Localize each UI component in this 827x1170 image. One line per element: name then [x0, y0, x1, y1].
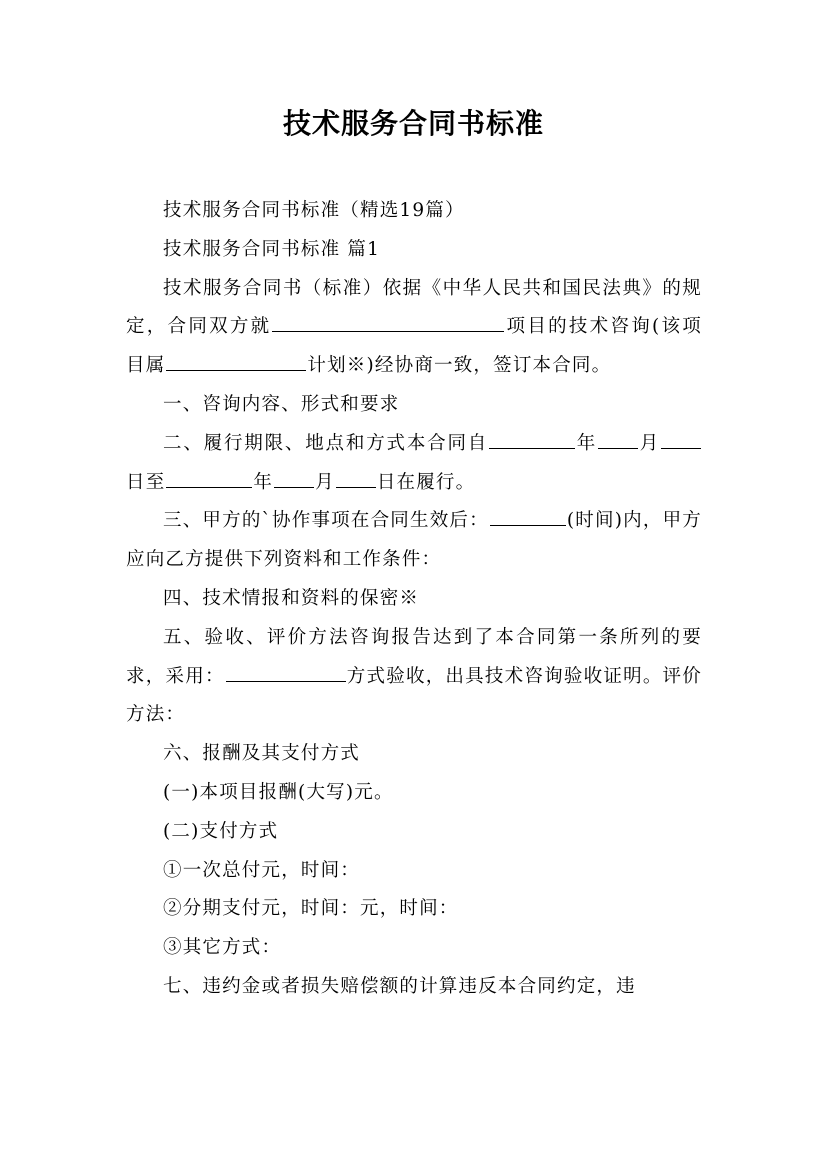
- paragraph-subtitle: 技术服务合同书标准（精选19篇）: [163, 200, 465, 221]
- paragraph-clause-6-1: (一)本项目报酬(大写)元。: [163, 781, 394, 803]
- document-body: [126, 192, 702, 1007]
- blank-acceptance-method: [226, 662, 346, 682]
- blank-start-year: [489, 429, 575, 449]
- blank-plan-name: [166, 352, 306, 372]
- intro-text-2: 项目的技术咨询(该项目属: [126, 316, 702, 377]
- clause-3-text-2: (时间)内，甲方应向乙方提供下列资料和工作条件：: [126, 510, 702, 571]
- paragraph-clause-1: 一、咨询内容、形式和要求: [163, 393, 400, 415]
- paragraph-payment-option-1: ①一次总付元，时间：: [163, 859, 361, 881]
- blank-start-day: [661, 429, 701, 449]
- paragraph-section-heading: 技术服务合同书标准 篇1: [163, 238, 381, 260]
- clause-2-month-1: 月: [639, 432, 661, 454]
- paragraph-intro: [126, 270, 702, 386]
- clause-2-text-end: 日在履行。: [376, 471, 476, 493]
- paragraph-clause-3: [126, 502, 702, 580]
- paragraph-clause-2: [126, 425, 702, 503]
- blank-time: [490, 507, 566, 527]
- blank-end-month: [274, 468, 314, 488]
- paragraph-payment-option-2: ②分期支付元，时间：元，时间：: [163, 898, 459, 920]
- blank-end-year: [166, 468, 252, 488]
- clause-2-year-2: 年: [253, 471, 274, 493]
- clause-2-year-1: 年: [576, 432, 598, 454]
- clause-2-text-1: 二、履行期限、地点和方式本合同自: [163, 432, 489, 454]
- clause-5-text-2: 方式验收，出具技术咨询验收证明。评价方法：: [126, 665, 702, 726]
- clause-2-month-2: 月: [315, 471, 335, 493]
- clause-5-text-1: 五、验收、评价方法咨询报告达到了本合同第一条所列的要求，采用：: [126, 626, 702, 687]
- paragraph-clause-4: 四、技术情报和资料的保密※: [163, 587, 420, 609]
- document-title: 技术服务合同书标准: [282, 107, 544, 140]
- intro-text-1: 技术服务合同书（标准）依据《中华人民共和国民法典》的规定，合同双方就: [126, 277, 702, 338]
- paragraph-clause-6: 六、报酬及其支付方式: [163, 743, 361, 765]
- blank-start-month: [598, 429, 638, 449]
- paragraph-clause-5: [126, 619, 702, 735]
- blank-end-day: [336, 468, 376, 488]
- blank-project-name: [272, 313, 504, 333]
- clause-2-day-to: 日至: [126, 471, 166, 493]
- intro-text-3: 计划※)经协商一致，签订本合同。: [307, 355, 612, 377]
- paragraph-clause-6-2: (二)支付方式: [163, 820, 279, 842]
- paragraph-clause-7: 七、违约金或者损失赔偿额的计算违反本合同约定，违: [163, 975, 636, 997]
- clause-3-text-1: 三、甲方的`协作事项在合同生效后：: [163, 510, 489, 532]
- paragraph-payment-option-3: ③其它方式：: [163, 937, 282, 959]
